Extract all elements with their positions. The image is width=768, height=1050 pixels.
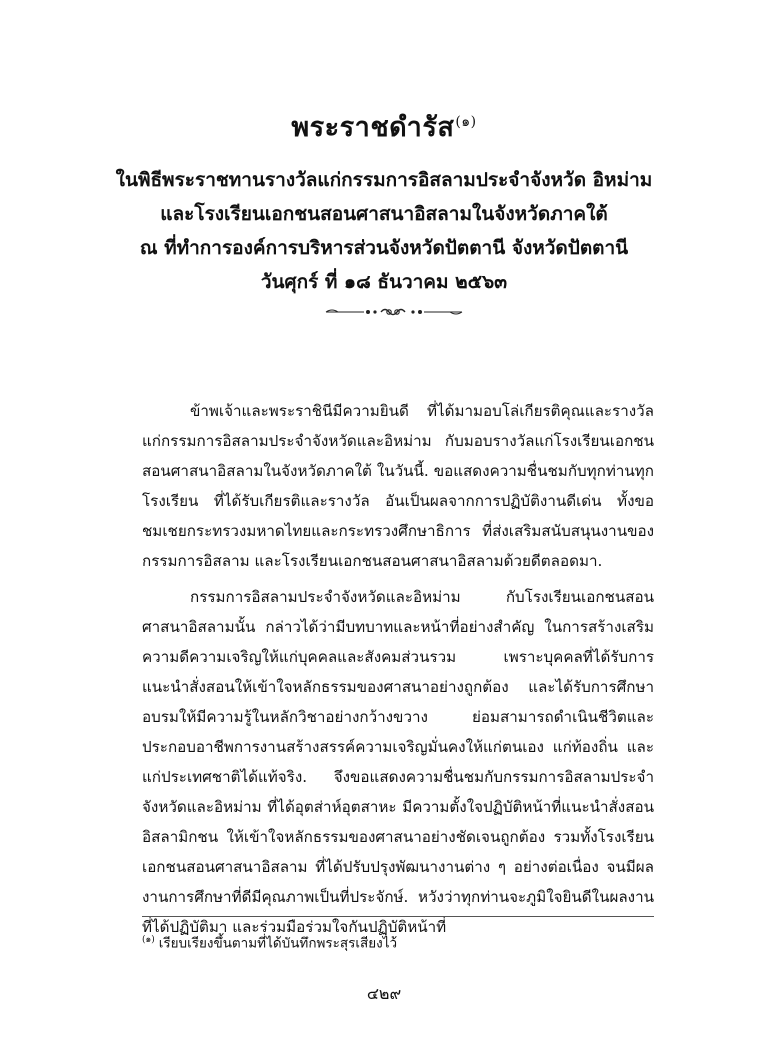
title-text: พระราชดำรัส [291, 112, 455, 143]
paragraph: ข้าพเจ้าและพระราชินีมีความยินดี ที่ได้มามอบโล่เกียรติคุณและรางวัลแก่กรรมการอิสลามประจำจังหวัดและอิหม่าม กับมอบรางวัลแก่โรงเรียนเอกชนสอนศาสนาอิสลามในจังหวัดภาคใต้ ในวันนี้. ขอแสดงความชื่นชมกับทุกท่านทุกโรงเรียน ที่ได้รับเกียรติและรางวัล อันเป็นผลจากการปฏิบัติงานดีเด่น ทั้งขอชมเชยกระทรวงมหาดไทยและกระทรวงศึกษาธิการ ที่ส่งเสริมสนับสนุนงานของกรรมการอิสลาม และโรงเรียนเอกชนสอนศาสนาอิสลามด้วยดีตลอดมา. [142, 402, 654, 570]
paragraph: กรรมการอิสลามประจำจังหวัดและอิหม่าม กับโรงเรียนเอกชนสอนศาสนาอิสลามนั้น กล่าวได้ว่ามีบทบาทและหน้าที่อย่างสำคัญ ในการสร้างเสริมความดีความเจริญให้แก่บุคคลและสังคมส่วนรวม เพราะบุคคลที่ได้รับการแนะนำสั่งสอนให้เข้าใจหลักธรรมของศาสนาอย่างถูกต้อง และได้รับการศึกษาอบรมให้มีความรู้ในหลักวิชาอย่างกว้างขวาง ย่อมสามารถดำเนินชีวิตและประกอบอาชีพการงานสร้างสรรค์ความเจริญมั่นคงให้แก่ตนเอง แก่ท้องถิ่น และแก่ประเทศชาติได้แท้จริง. จึงขอแสดงความชื่นชมกับกรรมการอิสลามประจำจังหวัดและอิหม่าม ที่ได้อุตส่าห์อุตสาหะ มีความตั้งใจปฏิบัติหน้าที่แนะนำสั่งสอนอิสลามิกชน ให้เข้าใจหลักธรรมของศาสนาอย่างชัดเจนถูกต้อง รวมทั้งโรงเรียนเอกชนสอนศาสนาอิสลาม ที่ได้ปรับปรุงพัฒนางานต่าง ๆ อย่างต่อเนื่อง จนมีผลงานการศึกษาที่ดีมีคุณภาพเป็นที่ประจักษ์. หวังว่าทุกท่านจะภูมิใจยินดีในผลงานที่ได้ปฏิบัติมา และร่วมมือร่วมใจกันปฏิบัติหน้าที่ [142, 588, 654, 936]
subtitle-line: ในพิธีพระราชทานรางวัลแก่กรรมการอิสลามประจำจังหวัด อิหม่าม [115, 169, 653, 191]
footnote-divider [142, 916, 654, 917]
page-number: ๔๒๙ [366, 984, 402, 1003]
title-footnote-marker: (๑) [455, 114, 477, 130]
subtitle-line: และโรงเรียนเอกชนสอนศาสนาอิสลามในจังหวัดภาคใต้ [160, 203, 608, 225]
footnote [142, 930, 654, 954]
subtitle-line: ณ ที่ทำการองค์การบริหารส่วนจังหวัดปัตตานี จังหวัดปัตตานี [139, 237, 629, 259]
subtitle-line: วันศุกร์ ที่ ๑๘ ธันวาคม ๒๕๖๓ [260, 271, 508, 293]
scroll-ornament-icon [324, 305, 464, 319]
footnote-marker: (๑) [142, 935, 155, 945]
speech-body [142, 396, 654, 948]
page-title [0, 105, 768, 148]
subtitle [0, 163, 768, 299]
footnote-text: เรียบเรียงขึ้นตามที่ได้บันทึกพระสุรเสียงไว้ [158, 935, 398, 952]
